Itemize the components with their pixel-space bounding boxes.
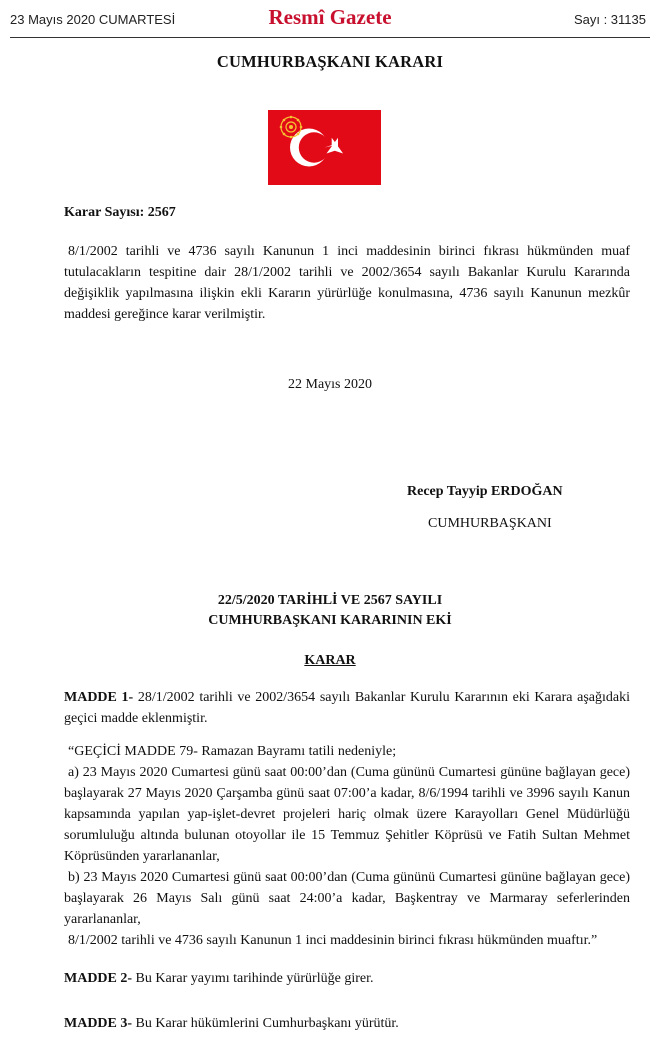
article-3-text: Bu Karar hükümlerini Cumhurbaşkanı yürütür.	[132, 1016, 399, 1031]
provisional-article-end: 8/1/2002 tarihli ve 4736 sayılı Kanunun 1 inci maddesinin birinci fıkrası hükmünden muaftır.”	[68, 933, 598, 948]
provisional-article-a: a) 23 Mayıs 2020 Cumartesi günü saat 00:00’dan (Cuma gününü Cumartesi gününe bağlayan gece) başlayarak 27 Mayıs 2020 Çarşamba günü saat 07:00’a kadar, 8/6/1994 tarihli ve 3996 sayılı Kanun kapsamında yapılan yap-işlet-devret projeleri hariç olmak üzere Karayolları Genel Müdürlüğü sorumluluğu altında bulunan otoyollar ile 15 Temmuz Şehitler Köprüsü ve Fatih Sultan Mehmet Köprüsünden yararlananlar,	[64, 765, 630, 864]
annex-title	[0, 591, 660, 631]
article-1-label: MADDE 1-	[64, 690, 134, 705]
karar-heading: KARAR	[304, 653, 356, 668]
article-2-text: Bu Karar yayımı tarihinde yürürlüğe girer.	[132, 971, 374, 986]
article-3	[64, 1013, 399, 1034]
article-2-label: MADDE 2-	[64, 971, 133, 986]
decision-number: Karar Sayısı: 2567	[64, 205, 176, 220]
intro-paragraph	[64, 241, 630, 325]
header-date: 23 Mayıs 2020 CUMARTESİ	[10, 12, 176, 27]
issue-number: Sayı : 31135	[573, 12, 646, 27]
decision-date: 22 Mayıs 2020	[288, 377, 372, 392]
annex-title-line1: 22/5/2020 TARİHLİ VE 2567 SAYILI	[217, 593, 443, 608]
gazette-brand: Resmî Gazete	[268, 5, 392, 29]
intro-text: 8/1/2002 tarihli ve 4736 sayılı Kanunun 1 inci maddesinin birinci fıkrası hükmünden muaf tutulacakların tespitine dair 28/1/2002 tarihli ve 2002/3654 sayılı Bakanlar Kurulu Kararında değişiklik yapılmasına ilişkin ekli Kararın yürürlüğe konulmasına, 4736 sayılı Kanunun mezkûr maddesi gereğince karar verilmiştir.	[64, 244, 630, 322]
signatory-title: CUMHURBAŞKANI	[428, 516, 552, 531]
article-3-label: MADDE 3-	[64, 1016, 133, 1031]
article-2	[64, 968, 373, 989]
article-1	[64, 687, 630, 729]
header-divider	[10, 37, 650, 38]
signatory-last-name: ERDOĞAN	[491, 484, 563, 499]
annex-title-line2: CUMHURBAŞKANI KARARININ EKİ	[208, 613, 452, 628]
page-title: CUMHURBAŞKANI KARARI	[216, 52, 444, 71]
provisional-article-intro: “GEÇİCİ MADDE 79- Ramazan Bayramı tatili nedeniyle;	[68, 744, 397, 759]
provisional-article-b: b) 23 Mayıs 2020 Cumartesi günü saat 00:00’dan (Cuma gününü Cumartesi gününe bağlayan gece) başlayarak 26 Mayıs Salı günü saat 24:00’a kadar, Başkentray ve Marmaray seferlerinden yararlananlar,	[64, 870, 630, 927]
turkish-flag-icon	[268, 110, 381, 185]
article-1-text: 28/1/2002 tarihli ve 2002/3654 sayılı Bakanlar Kurulu Kararının eki Karara aşağıdaki geçici madde eklenmiştir.	[64, 690, 630, 726]
signatory-first-name: Recep Tayyip	[407, 484, 492, 499]
provisional-article	[64, 741, 630, 951]
signatory-name	[407, 481, 563, 502]
gazette-header	[0, 0, 660, 38]
